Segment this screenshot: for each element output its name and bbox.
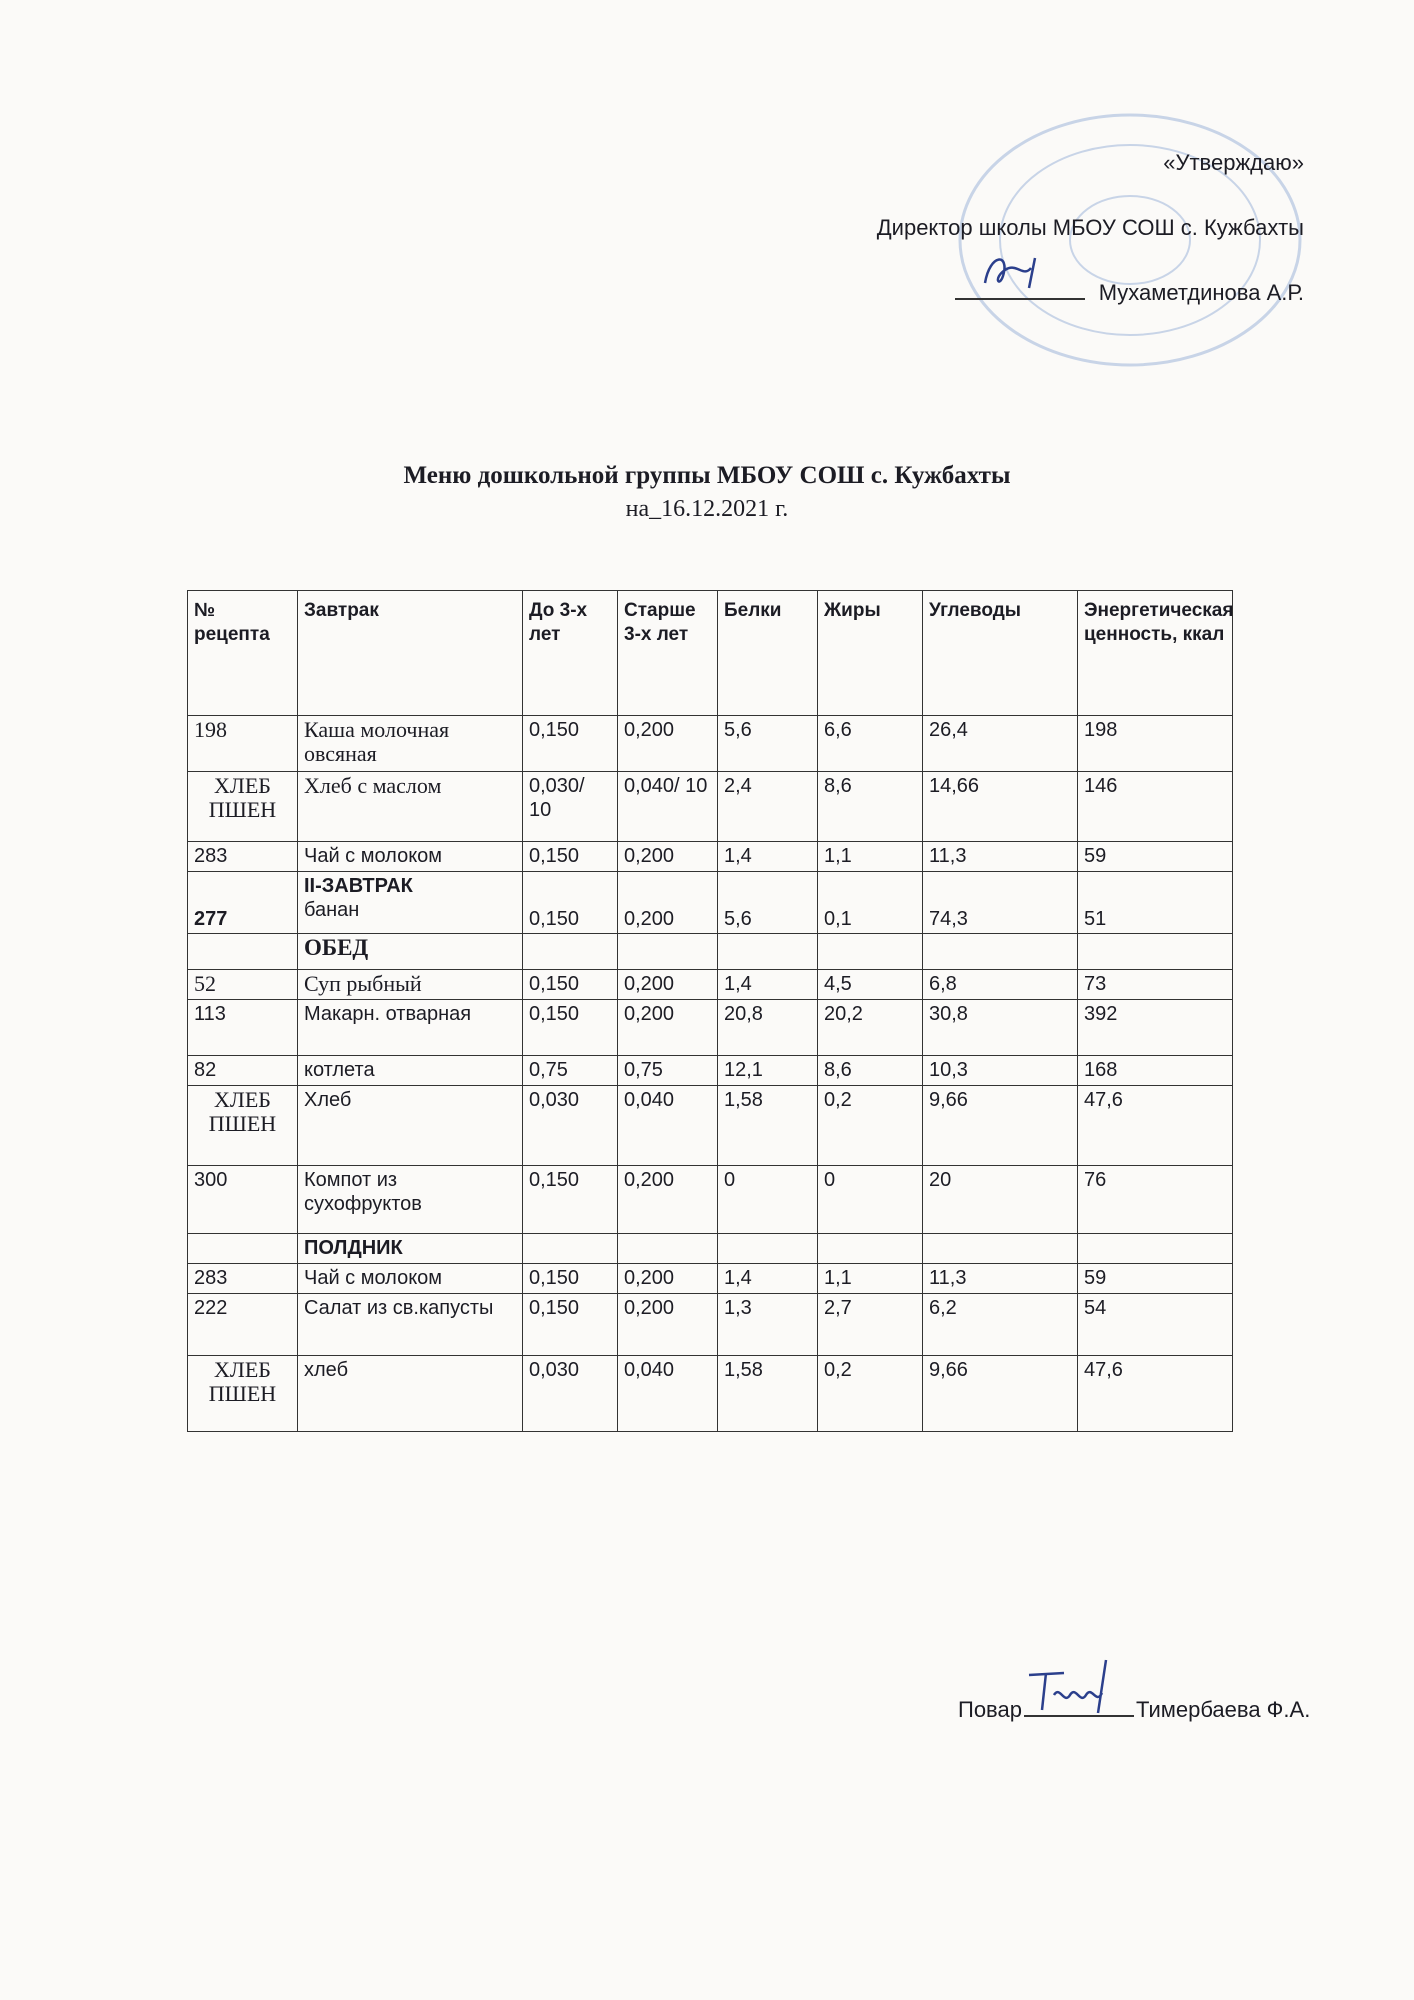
table-header: [188, 591, 1233, 716]
approval-role: Директор школы МБОУ СОШ с. Кужбахты: [876, 215, 1304, 240]
value-cell: 8,6: [818, 1056, 923, 1086]
value-cell: 0,030: [523, 1356, 618, 1432]
table-row: [188, 1000, 1233, 1056]
value-cell: [1078, 934, 1233, 970]
value-cell: 26,4: [923, 716, 1078, 772]
table-row: [188, 872, 1233, 934]
value-cell: 5,6: [718, 716, 818, 772]
value-cell: 1,58: [718, 1086, 818, 1166]
value-cell: [523, 934, 618, 970]
value-cell: 14,66: [923, 772, 1078, 842]
value-cell: 0,200: [618, 970, 718, 1000]
value-cell: 2,4: [718, 772, 818, 842]
table-row: [188, 1166, 1233, 1234]
value-cell: 59: [1078, 842, 1233, 872]
value-cell: 392: [1078, 1000, 1233, 1056]
dish-cell: Компот из сухофруктов: [298, 1166, 523, 1234]
value-cell: 198: [1078, 716, 1233, 772]
value-cell: 0,2: [818, 1356, 923, 1432]
table-row: [188, 1356, 1233, 1432]
value-cell: [618, 1234, 718, 1264]
approval-signature-line: [955, 278, 1304, 306]
header-over3: Старше 3-х лет: [618, 591, 718, 716]
header-recipe: № рецепта: [188, 591, 298, 716]
value-cell: [923, 934, 1078, 970]
value-cell: 0,1: [818, 872, 923, 934]
dish-cell: Суп рыбный: [298, 970, 523, 1000]
value-cell: 11,3: [923, 842, 1078, 872]
value-cell: 1,4: [718, 970, 818, 1000]
value-cell: 9,66: [923, 1356, 1078, 1432]
dish-label: банан: [304, 899, 360, 921]
dish-cell: Макарн. отварная: [298, 1000, 523, 1056]
dish-cell: Каша молочная овсяная: [298, 716, 523, 772]
value-cell: 0,150: [523, 716, 618, 772]
table-row: [188, 1294, 1233, 1356]
header-energy: Энергетическая ценность, ккал: [1078, 591, 1233, 716]
value-cell: [818, 934, 923, 970]
value-cell: 20,2: [818, 1000, 923, 1056]
value-cell: 0,150: [523, 872, 618, 934]
value-cell: 0,75: [523, 1056, 618, 1086]
table-row: [188, 1056, 1233, 1086]
value-cell: 0: [718, 1166, 818, 1234]
value-cell: 1,3: [718, 1294, 818, 1356]
value-cell: 168: [1078, 1056, 1233, 1086]
value-cell: 0,150: [523, 1166, 618, 1234]
value-cell: [523, 1234, 618, 1264]
dish-cell: Салат из св.капусты: [298, 1294, 523, 1356]
dish-cell: котлета: [298, 1056, 523, 1086]
value-cell: 10,3: [923, 1056, 1078, 1086]
recipe-cell: 300: [188, 1166, 298, 1234]
dish-cell: Чай с молоком: [298, 842, 523, 872]
value-cell: 0,150: [523, 1264, 618, 1294]
value-cell: [618, 934, 718, 970]
header-carbs: Углеводы: [923, 591, 1078, 716]
value-cell: [923, 1234, 1078, 1264]
value-cell: 20: [923, 1166, 1078, 1234]
value-cell: [818, 1234, 923, 1264]
value-cell: [718, 934, 818, 970]
dish-cell: хлеб: [298, 1356, 523, 1432]
director-signature: [955, 278, 1085, 300]
value-cell: 1,1: [818, 842, 923, 872]
dish-cell: Чай с молоком: [298, 1264, 523, 1294]
value-cell: 0,200: [618, 1264, 718, 1294]
value-cell: 0,75: [618, 1056, 718, 1086]
document-title: Меню дошкольной группы МБОУ СОШ с. Кужбахты: [403, 462, 1011, 489]
table-row: [188, 716, 1233, 772]
recipe-cell: 82: [188, 1056, 298, 1086]
value-cell: 4,5: [818, 970, 923, 1000]
value-cell: 6,8: [923, 970, 1078, 1000]
value-cell: 0,150: [523, 1000, 618, 1056]
value-cell: 59: [1078, 1264, 1233, 1294]
value-cell: 1,4: [718, 842, 818, 872]
value-cell: 0,030/ 10: [523, 772, 618, 842]
recipe-cell: 198: [188, 716, 298, 772]
value-cell: [1078, 1234, 1233, 1264]
header-meal: Завтрак: [298, 591, 523, 716]
value-cell: 0,200: [618, 842, 718, 872]
value-cell: 0,200: [618, 872, 718, 934]
recipe-cell: ХЛЕБ ПШЕН: [188, 1356, 298, 1432]
header-fat: Жиры: [818, 591, 923, 716]
dish-cell: Хлеб с маслом: [298, 772, 523, 842]
cook-name: Тимербаева Ф.А.: [1135, 1697, 1311, 1722]
value-cell: 6,2: [923, 1294, 1078, 1356]
table-row: [188, 772, 1233, 842]
value-cell: 0,200: [618, 1294, 718, 1356]
value-cell: 0,200: [618, 1166, 718, 1234]
approval-block: [704, 150, 1304, 310]
director-name: Мухаметдинова А.Р.: [1098, 280, 1304, 305]
value-cell: 54: [1078, 1294, 1233, 1356]
recipe-cell: [188, 1234, 298, 1264]
value-cell: 1,58: [718, 1356, 818, 1432]
cook-role: Повар: [958, 1697, 1022, 1722]
value-cell: 1,1: [818, 1264, 923, 1294]
value-cell: 2,7: [818, 1294, 923, 1356]
cook-signature: [1024, 1695, 1134, 1717]
recipe-cell: 277: [188, 872, 298, 934]
value-cell: 0: [818, 1166, 923, 1234]
section-row: [188, 1234, 1233, 1264]
value-cell: 5,6: [718, 872, 818, 934]
value-cell: 0,040: [618, 1086, 718, 1166]
value-cell: 76: [1078, 1166, 1233, 1234]
recipe-cell: 222: [188, 1294, 298, 1356]
table-row: [188, 970, 1233, 1000]
value-cell: 8,6: [818, 772, 923, 842]
table-row: [188, 1264, 1233, 1294]
value-cell: 0,150: [523, 970, 618, 1000]
header-protein: Белки: [718, 591, 818, 716]
value-cell: 0,150: [523, 1294, 618, 1356]
recipe-cell: ХЛЕБ ПШЕН: [188, 772, 298, 842]
value-cell: 20,8: [718, 1000, 818, 1056]
header-under3: До 3-х лет: [523, 591, 618, 716]
value-cell: 0,040: [618, 1356, 718, 1432]
value-cell: 12,1: [718, 1056, 818, 1086]
value-cell: 30,8: [923, 1000, 1078, 1056]
section-label: ОБЕД: [298, 934, 523, 970]
value-cell: 47,6: [1078, 1356, 1233, 1432]
value-cell: 146: [1078, 772, 1233, 842]
document-date: на_16.12.2021 г.: [625, 496, 789, 522]
value-cell: 74,3: [923, 872, 1078, 934]
value-cell: 0,200: [618, 716, 718, 772]
value-cell: 0,150: [523, 842, 618, 872]
cook-signature-block: [958, 1695, 1310, 1723]
table-row: [188, 1086, 1233, 1166]
recipe-cell: 283: [188, 842, 298, 872]
value-cell: 11,3: [923, 1264, 1078, 1294]
value-cell: 0,200: [618, 1000, 718, 1056]
recipe-cell: ХЛЕБ ПШЕН: [188, 1086, 298, 1166]
menu-table: [187, 590, 1233, 1432]
signature-icon: [965, 248, 1065, 298]
value-cell: 1,4: [718, 1264, 818, 1294]
value-cell: 51: [1078, 872, 1233, 934]
dish-cell: [298, 872, 523, 934]
value-cell: 73: [1078, 970, 1233, 1000]
table-row: [188, 842, 1233, 872]
value-cell: [718, 1234, 818, 1264]
section-row: [188, 934, 1233, 970]
value-cell: 0,2: [818, 1086, 923, 1166]
dish-cell: Хлеб: [298, 1086, 523, 1166]
value-cell: 9,66: [923, 1086, 1078, 1166]
recipe-cell: [188, 934, 298, 970]
section-label: II-ЗАВТРАК: [304, 875, 413, 897]
value-cell: 0,040/ 10: [618, 772, 718, 842]
section-label: ПОЛДНИК: [298, 1234, 523, 1264]
value-cell: 0,030: [523, 1086, 618, 1166]
signature-icon: [1024, 1655, 1134, 1715]
recipe-cell: 113: [188, 1000, 298, 1056]
recipe-cell: 283: [188, 1264, 298, 1294]
value-cell: 47,6: [1078, 1086, 1233, 1166]
approval-title: «Утверждаю»: [1163, 150, 1304, 175]
recipe-cell: 52: [188, 970, 298, 1000]
value-cell: 6,6: [818, 716, 923, 772]
